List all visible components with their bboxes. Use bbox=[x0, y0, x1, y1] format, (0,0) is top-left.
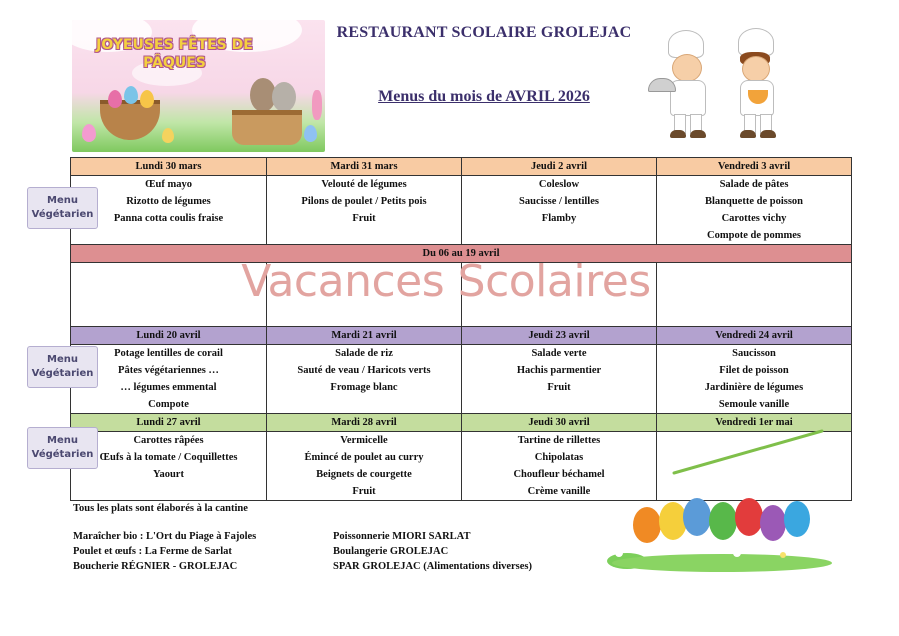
supplier: Poissonnerie MIORI SARLAT bbox=[333, 531, 471, 542]
dish: Émincé de poulet au curry bbox=[304, 452, 424, 463]
dish: Panna cotta coulis fraise bbox=[113, 213, 224, 224]
dish: Tartine de rillettes bbox=[517, 435, 601, 446]
dish: Pilons de poulet / Petits pois bbox=[301, 196, 427, 207]
dish: Fromage blanc bbox=[330, 382, 398, 393]
meal-cell bbox=[462, 432, 657, 501]
dish: Vermicelle bbox=[340, 435, 388, 446]
day-header: Mardi 21 avril bbox=[267, 327, 462, 345]
dish: Salade de riz bbox=[335, 348, 393, 359]
meal-cell bbox=[267, 432, 462, 501]
dish: Blanquette de poisson bbox=[704, 196, 804, 207]
badge-line: Végétarien bbox=[31, 368, 94, 379]
dish: Flamby bbox=[541, 213, 577, 224]
supplier: SPAR GROLEJAC (Alimentations diverses) bbox=[333, 561, 533, 572]
dish: Fruit bbox=[547, 382, 571, 393]
dish: Salade de pâtes bbox=[719, 179, 789, 190]
restaurant-title: RESTAURANT SCOLAIRE GROLEJAC bbox=[336, 24, 632, 41]
holiday-dates: Du 06 au 19 avril bbox=[71, 245, 852, 263]
day-header: Lundi 20 avril bbox=[71, 327, 267, 345]
dish: Rizotto de légumes bbox=[126, 196, 211, 207]
badge-line: Menu bbox=[47, 354, 78, 365]
meal-cell bbox=[462, 345, 657, 414]
badge-line: Menu bbox=[47, 195, 78, 206]
supplier: Maraîcher bio : L'Ort du Piage à Fajoles bbox=[73, 531, 257, 542]
dish: Chipolatas bbox=[534, 452, 584, 463]
empty-cell bbox=[657, 263, 852, 327]
meal-cell bbox=[267, 176, 462, 245]
dish: Sauté de veau / Haricots verts bbox=[297, 365, 431, 376]
dish: Crème vanille bbox=[527, 486, 591, 497]
dish: Pâtes végétariennes … bbox=[118, 365, 219, 376]
meal-cell bbox=[267, 345, 462, 414]
dish: Carottes vichy bbox=[721, 213, 787, 224]
dish: Choufleur béchamel bbox=[513, 469, 605, 480]
easter-banner-image bbox=[72, 20, 325, 152]
dish: Yaourt bbox=[153, 469, 184, 480]
dish: Saucisse / lentilles bbox=[519, 196, 599, 207]
banner-greeting: JOYEUSES FÊTES DE PÂQUES bbox=[96, 37, 253, 71]
vacances-scolaires-label: Vacances Scolaires bbox=[241, 256, 651, 307]
dish: Coleslow bbox=[538, 179, 580, 190]
day-header: Jeudi 30 avril bbox=[462, 414, 657, 432]
meal-cell bbox=[462, 176, 657, 245]
dish: Fruit bbox=[352, 486, 376, 497]
dish: Fruit bbox=[352, 213, 376, 224]
dish: Saucisson bbox=[732, 348, 776, 359]
meal-cell bbox=[657, 176, 852, 245]
meal-cell bbox=[657, 345, 852, 414]
meal-cell bbox=[71, 345, 267, 414]
no-service-strike-line bbox=[672, 427, 825, 475]
dish: … légumes emmental bbox=[120, 382, 217, 393]
supplier: Boulangerie GROLEJAC bbox=[333, 546, 449, 557]
badge-line: Menu bbox=[47, 435, 78, 446]
day-header: Vendredi 24 avril bbox=[657, 327, 852, 345]
week3-meals-row bbox=[71, 345, 852, 414]
dish: Potage lentilles de corail bbox=[114, 348, 223, 359]
dish: Filet de poisson bbox=[719, 365, 789, 376]
dish: Compote bbox=[148, 399, 189, 410]
day-header: Vendredi 3 avril bbox=[657, 158, 852, 176]
day-header: Jeudi 2 avril bbox=[462, 158, 657, 176]
dish: Beignets de courgette bbox=[316, 469, 412, 480]
dish: Hachis parmentier bbox=[516, 365, 602, 376]
chefs-illustration bbox=[640, 24, 790, 146]
dish: Jardinière de légumes bbox=[704, 382, 804, 393]
homemade-note: Tous les plats sont élaborés à la cantine bbox=[73, 503, 248, 514]
day-header: Jeudi 23 avril bbox=[462, 327, 657, 345]
day-header: Lundi 27 avril bbox=[71, 414, 267, 432]
dish: Compote de pommes bbox=[707, 230, 801, 241]
easter-eggs-decoration bbox=[607, 493, 837, 573]
dish: Salade verte bbox=[531, 348, 587, 359]
dish: Semoule vanille bbox=[718, 399, 790, 410]
dish: Œuf mayo bbox=[145, 179, 192, 190]
vegetarian-menu-badge bbox=[27, 187, 98, 229]
meal-cell bbox=[71, 432, 267, 501]
vegetarian-menu-badge bbox=[27, 346, 98, 388]
week3-header-row bbox=[71, 327, 852, 345]
supplier: Boucherie RÉGNIER - GROLEJAC bbox=[73, 561, 238, 572]
day-header: Lundi 30 mars bbox=[71, 158, 267, 176]
vegetarian-menu-badge bbox=[27, 427, 98, 469]
dish: Carottes râpées bbox=[133, 435, 204, 446]
badge-line: Végétarien bbox=[31, 449, 94, 460]
dish: Velouté de légumes bbox=[321, 179, 407, 190]
week1-header-row bbox=[71, 158, 852, 176]
meal-cell bbox=[71, 176, 267, 245]
wooden-tub-icon bbox=[232, 110, 302, 145]
supplier: Poulet et œufs : La Ferme de Sarlat bbox=[73, 546, 232, 557]
day-header: Vendredi 1er mai bbox=[657, 414, 852, 432]
day-header: Mardi 31 mars bbox=[267, 158, 462, 176]
day-header: Mardi 28 avril bbox=[267, 414, 462, 432]
dish: Œufs à la tomate / Coquillettes bbox=[99, 452, 238, 463]
week1-meals-row bbox=[71, 176, 852, 245]
badge-line: Végétarien bbox=[31, 209, 94, 220]
menu-month-title: Menus du mois de AVRIL 2026 bbox=[378, 88, 590, 105]
